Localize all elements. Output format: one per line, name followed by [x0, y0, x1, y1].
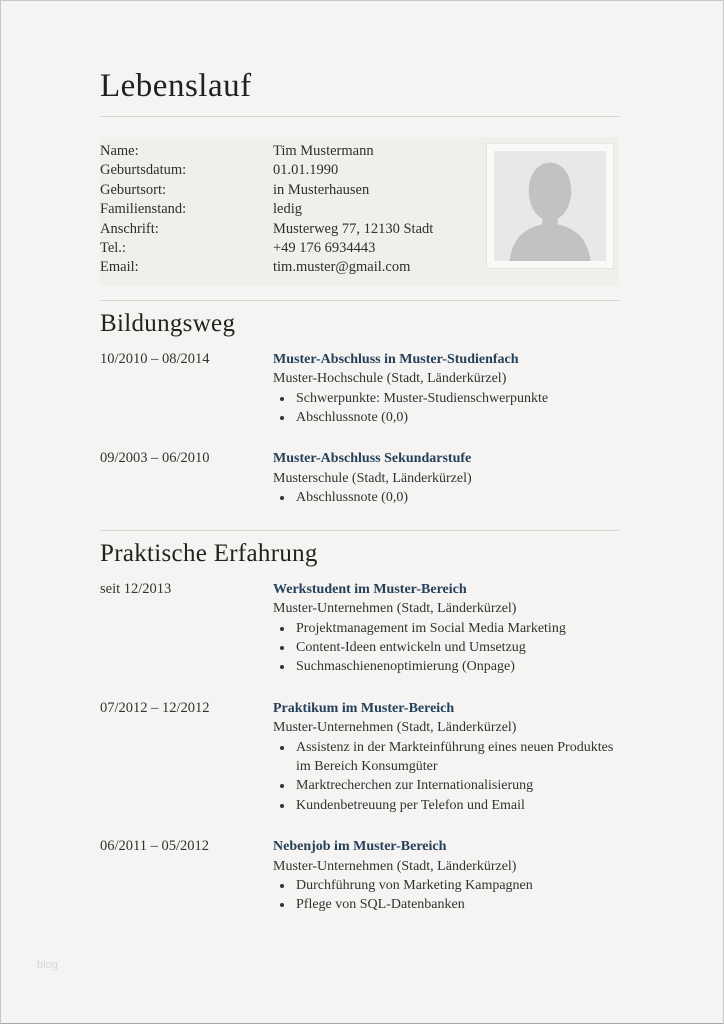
entry-bullet-list — [273, 488, 619, 507]
entry-bullet: • Durchführung von Marketing Kampagnen — [294, 876, 619, 895]
entry-subtitle: Muster-Unternehmen (Stadt, Länderkürzel) — [273, 858, 517, 874]
personal-value-phone: +49 176 6934443 — [273, 240, 376, 257]
entry-bullet: • Content-Ideen entwickeln und Umsetzug — [294, 638, 619, 657]
page-title: Lebenslauf — [100, 68, 252, 104]
title-divider — [100, 116, 619, 117]
entry-title: Nebenjob im Muster-Bereich — [273, 839, 447, 855]
entry-bullet: • Kundenbetreuung per Telefon und Email — [294, 796, 619, 815]
entry-bullet: • Abschlussnote (0,0) — [294, 408, 619, 427]
section-divider-bildungsweg — [100, 300, 619, 301]
entry-bullet: • Abschlussnote (0,0) — [294, 488, 619, 507]
person-silhouette-icon — [494, 151, 606, 261]
personal-label-name: Name: — [100, 143, 139, 159]
entry-title: Muster-Abschluss Sekundarstufe — [273, 451, 472, 467]
entry-body — [273, 580, 619, 677]
personal-value-name: Tim Mustermann — [273, 143, 374, 159]
personal-info-panel — [100, 137, 619, 286]
personal-label-email: Email: — [100, 259, 139, 276]
personal-value-birthdate: 01.01.1990 — [273, 162, 339, 179]
entry-bullet-list — [273, 876, 619, 915]
personal-label-birthdate: Geburtsdatum: — [100, 162, 187, 179]
entry-bullet: • Schwerpunkte: Muster-Studienschwerpunkte — [294, 389, 619, 408]
personal-value-birthplace: in Musterhausen — [273, 181, 370, 198]
entry-date: 07/2012 – 12/2012 — [100, 699, 210, 716]
entry-title: Werkstudent im Muster-Bereich — [273, 581, 467, 597]
personal-value-marital-status: ledig — [273, 201, 302, 218]
entry-date: 09/2003 – 06/2010 — [100, 450, 210, 467]
entry-date: 10/2010 – 08/2014 — [100, 350, 210, 367]
entry-bullet: • Suchmaschienenoptimierung (Onpage) — [294, 657, 619, 676]
entry-title: Muster-Abschluss in Muster-Studienfach — [273, 351, 519, 367]
entry-bullet-list — [273, 738, 619, 816]
watermark: blog — [37, 959, 58, 971]
section-divider-praktische-erfahrung — [100, 530, 619, 531]
education-entry — [100, 350, 619, 428]
experience-entry — [100, 580, 619, 677]
entry-subtitle: Muster-Hochschule (Stadt, Länderkürzel) — [273, 371, 507, 387]
entry-bullet-list — [273, 389, 619, 428]
entry-bullet: • Assistenz in der Markteinführung eines neuen Produktes im Bereich Konsumgüter — [294, 738, 619, 777]
entry-bullet: • Projektmanagement im Social Media Marketing — [294, 619, 619, 638]
photo-placeholder — [486, 143, 614, 269]
entry-body — [273, 449, 619, 507]
entry-body — [273, 837, 619, 915]
section-heading-bildungsweg: Bildungsweg — [100, 309, 236, 337]
education-entry — [100, 449, 619, 507]
entry-bullet: • Marktrecherchen zur Internationalisierung — [294, 776, 619, 795]
entry-subtitle: Musterschule (Stadt, Länderkürzel) — [273, 470, 472, 486]
entry-body — [273, 350, 619, 428]
personal-value-address: Musterweg 77, 12130 Stadt — [273, 220, 434, 237]
personal-label-phone: Tel.: — [100, 240, 126, 257]
cv-content — [1, 1, 723, 915]
entry-date: seit 12/2013 — [100, 580, 172, 597]
entry-subtitle: Muster-Unternehmen (Stadt, Länderkürzel) — [273, 601, 517, 617]
entry-title: Praktikum im Muster-Bereich — [273, 700, 455, 716]
entry-subtitle: Muster-Unternehmen (Stadt, Länderkürzel) — [273, 720, 517, 736]
personal-value-email: tim.muster@gmail.com — [273, 259, 411, 276]
section-heading-praktische-erfahrung: Praktische Erfahrung — [100, 539, 318, 567]
personal-label-address: Anschrift: — [100, 220, 159, 237]
personal-label-marital-status: Familienstand: — [100, 201, 187, 218]
experience-entry — [100, 699, 619, 815]
entry-date: 06/2011 – 05/2012 — [100, 838, 210, 855]
bildungsweg-entries — [100, 350, 619, 508]
personal-label-birthplace: Geburtsort: — [100, 181, 167, 198]
experience-entry — [100, 837, 619, 915]
praktische-erfahrung-entries — [100, 580, 619, 915]
entry-bullet-list — [273, 619, 619, 677]
entry-body — [273, 699, 619, 815]
entry-bullet: • Pflege von SQL-Datenbanken — [294, 895, 619, 914]
